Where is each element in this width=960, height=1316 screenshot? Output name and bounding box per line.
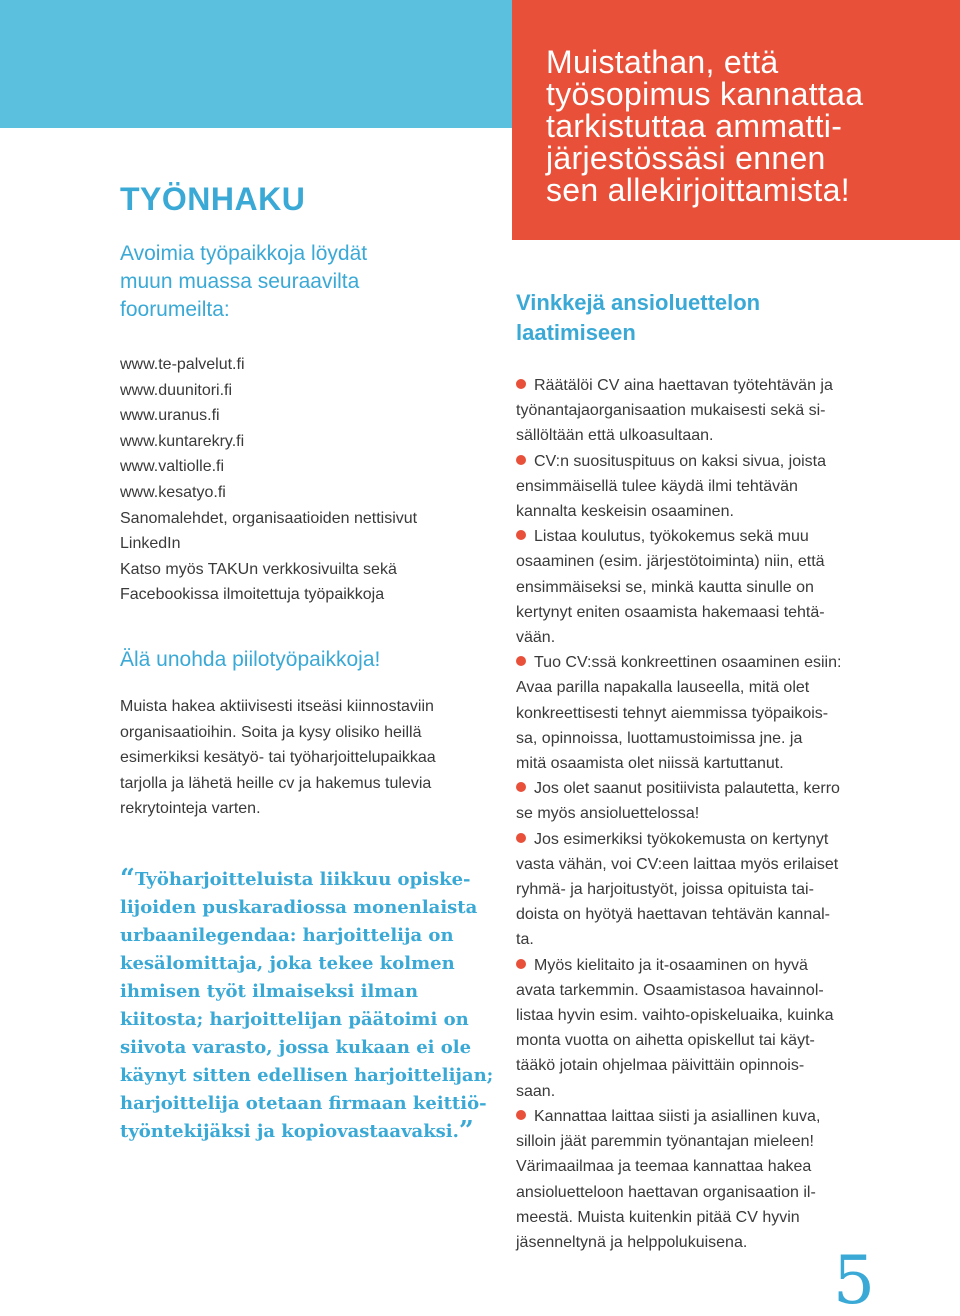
tips-title-line: laatimiseen (516, 320, 636, 345)
bullet-dot-icon (516, 833, 526, 843)
callout-line: tarkistuttaa ammatti- (546, 108, 843, 144)
quote-line: käynyt sitten edellisen harjoittelijan; (120, 1065, 494, 1086)
tip-line: vään. (516, 629, 556, 647)
intro-line: foorumeilta: (120, 298, 230, 321)
intro-line: Avoimia työpaikkoja löydät (120, 242, 368, 265)
bullet-dot-icon (516, 959, 526, 969)
tip-line-text: Räätälöi CV aina haettavan työtehtävän ja (534, 377, 833, 394)
tip-line: listaa hyvin esim. vaihto-opiskeluaika, kuinka (516, 1007, 834, 1025)
quote-line: kesälomittaja, joka tekee kolmen (120, 953, 455, 974)
quote-line-text: Työharjoitteluista liikkuu opiske- (134, 869, 471, 890)
page-title: TYÖNHAKU (120, 181, 306, 217)
tip-line: tääkö jotain ohjelmaa päivittäin opinnois- (516, 1057, 805, 1075)
hidden-jobs-heading: Älä unohda piilotyöpaikkoja! (120, 647, 381, 671)
close-quote-mark: ” (458, 1116, 474, 1146)
quote-line: siivota varasto, jossa kukaan ei ole (120, 1037, 472, 1058)
tip-line: ryhmä- ja harjoitustyöt, joissa opituista tai- (516, 881, 814, 899)
hidden-jobs-paragraph (120, 694, 480, 822)
tip-line: ta. (516, 931, 534, 949)
right-column (516, 288, 864, 1255)
tip-line (516, 953, 864, 978)
intro-line: muun muassa seuraavilta (120, 270, 360, 293)
tip-line: ansioluetteloon haettavan organisaation il- (516, 1183, 816, 1201)
tip-line: vasta vähän, voi CV:een laittaa myös erilaiset (516, 855, 839, 873)
quote-line: urbaanilegendaa: harjoittelija on (120, 925, 454, 946)
callout-box (512, 0, 960, 240)
tips-list (516, 373, 864, 1255)
paragraph-line: Muista hakea aktiivisesti itseäsi kiinnostaviin (120, 697, 434, 715)
tip-line: osaaminen (esim. järjestötoiminta) niin, että (516, 553, 825, 571)
job-site-link[interactable]: www.uranus.fi (120, 407, 220, 425)
tip-line: ensimmäisellä tulee käydä ilmi tehtävän (516, 477, 798, 495)
tip-line-text: Tuo CV:ssä konkreettinen osaaminen esiin: (534, 654, 842, 672)
tip-line (516, 776, 864, 801)
tips-title-line: Vinkkejä ansioluettelon (516, 290, 761, 315)
job-site-link[interactable]: www.kuntarekry.fi (120, 432, 245, 450)
tip-line: doista on hyötyä haettavan tehtävän kannal- (516, 906, 830, 924)
bullet-dot-icon (516, 656, 526, 666)
tip-line-text: CV:n suosituspituus on kaksi sivua, joista (534, 452, 826, 470)
job-site-link[interactable]: www.duunitori.fi (120, 381, 233, 399)
callout-title (546, 46, 942, 206)
bullet-dot-icon (516, 782, 526, 792)
bullet-dot-icon (516, 379, 526, 389)
tip-line: mitä osaamista olet niissä kartuttanut. (516, 755, 784, 773)
tip-item (516, 373, 864, 449)
tip-item (516, 524, 864, 650)
job-site-link[interactable]: www.te-palvelut.fi (120, 356, 245, 373)
page-number: 5 (833, 1242, 875, 1316)
tip-line (516, 1104, 864, 1129)
tip-line-text: Kannattaa laittaa siisti ja asiallinen kuva, (534, 1107, 821, 1125)
tip-item (516, 827, 864, 953)
bullet-dot-icon (516, 530, 526, 540)
tip-line: Värimaailmaa ja teemaa kannattaa hakea (516, 1158, 812, 1176)
tip-item (516, 449, 864, 525)
intro-heading (120, 240, 480, 324)
tips-title (516, 288, 864, 348)
tip-line-text: Myös kielitaito ja it-osaaminen on hyvä (534, 956, 808, 974)
job-sites-list (120, 352, 480, 608)
tip-line: jäsenneltynä ja helppolukuisena. (516, 1233, 748, 1251)
tip-item (516, 650, 864, 776)
top-color-band (0, 0, 512, 128)
bullet-dot-icon (516, 455, 526, 465)
tip-line: se myös ansioluettelossa! (516, 805, 700, 823)
tip-line: ensimmäiseksi se, minkä kautta sinulle on (516, 578, 814, 596)
tip-line: Avaa parilla napakalla lauseella, mitä olet (516, 679, 810, 697)
job-site-link[interactable]: www.kesatyo.fi (120, 483, 226, 501)
tip-line: sällöltään että ulkoasultaan. (516, 427, 714, 445)
quote-line-text: työntekijäksi ja kopiovastaavaksi. (120, 1121, 459, 1142)
quote-line (120, 866, 480, 894)
paragraph-line: tarjolla ja lähetä heille cv ja hakemus tulevia (120, 774, 432, 792)
paragraph-line: organisaatioihin. Soita ja kysy olisiko heillä (120, 723, 422, 741)
job-source-item: Facebookissa ilmoitettuja työpaikkoja (120, 586, 385, 604)
tip-line-text: Listaa koulutus, työkokemus sekä muu (534, 528, 809, 546)
tip-line (516, 650, 864, 675)
left-column (120, 180, 480, 822)
job-site-link[interactable]: www.valtiolle.fi (120, 458, 225, 476)
open-quote-mark: “ (120, 864, 135, 894)
tip-line: silloin jäät paremmin työnantajan mieleen! (516, 1133, 814, 1151)
tip-line: saan. (516, 1082, 556, 1100)
paragraph-line: esimerkiksi kesätyö- tai työharjoittelupaikkaa (120, 749, 436, 767)
job-source-item: LinkedIn (120, 535, 181, 553)
callout-line: Muistathan, että (546, 44, 779, 80)
callout-line: järjestössäsi ennen (546, 140, 826, 176)
tip-item (516, 1104, 864, 1255)
tip-item (516, 953, 864, 1104)
tip-line-text: Jos esimerkiksi työkokemusta on kertynyt (534, 830, 829, 848)
tip-line: työnantajaorganisaation mukaisesti sekä si- (516, 402, 826, 420)
quote-line: ihmisen työt ilmaiseksi ilman (120, 981, 419, 1002)
bullet-dot-icon (516, 1110, 526, 1120)
tip-line: konkreettisesti tehnyt aiemmissa työpaikois- (516, 704, 829, 722)
tip-line: meestä. Muista kuitenkin pitää CV hyvin (516, 1208, 800, 1226)
tip-line: kannalta keskeisin osaaminen. (516, 503, 734, 521)
job-source-item: Sanomalehdet, organisaatioiden nettisivut (120, 509, 418, 527)
tip-line: kertynyt eniten osaamista hakemaasi tehtä- (516, 603, 825, 621)
tip-line: monta vuotta on aihetta opiskellut tai käyt- (516, 1032, 815, 1050)
tip-line (516, 827, 864, 852)
callout-line: työsopimus kannattaa (546, 76, 864, 112)
quote-line: lijoiden puskaradiossa monenlaista (120, 897, 478, 918)
callout-line: sen allekirjoittamista! (546, 172, 850, 208)
paragraph-line: rekrytointeja varten. (120, 800, 261, 818)
quote-line (120, 1118, 480, 1146)
pull-quote (120, 864, 494, 1146)
tip-line (516, 449, 864, 474)
quote-line: harjoittelija otetaan firmaan keittiö- (120, 1093, 487, 1114)
tip-line: avata tarkemmin. Osaamistasoa havainnol- (516, 981, 824, 999)
quote-line: kiitosta; harjoittelijan päätoimi on (120, 1009, 469, 1030)
job-source-item: Katso myös TAKUn verkkosivuilta sekä (120, 560, 397, 578)
tip-line (516, 373, 864, 398)
tip-item (516, 776, 864, 826)
tip-line-text: Jos olet saanut positiivista palautetta, kerro (534, 780, 840, 798)
tip-line (516, 524, 864, 549)
tip-line: sa, opinnoissa, luottamustoimissa jne. ja (516, 729, 803, 747)
